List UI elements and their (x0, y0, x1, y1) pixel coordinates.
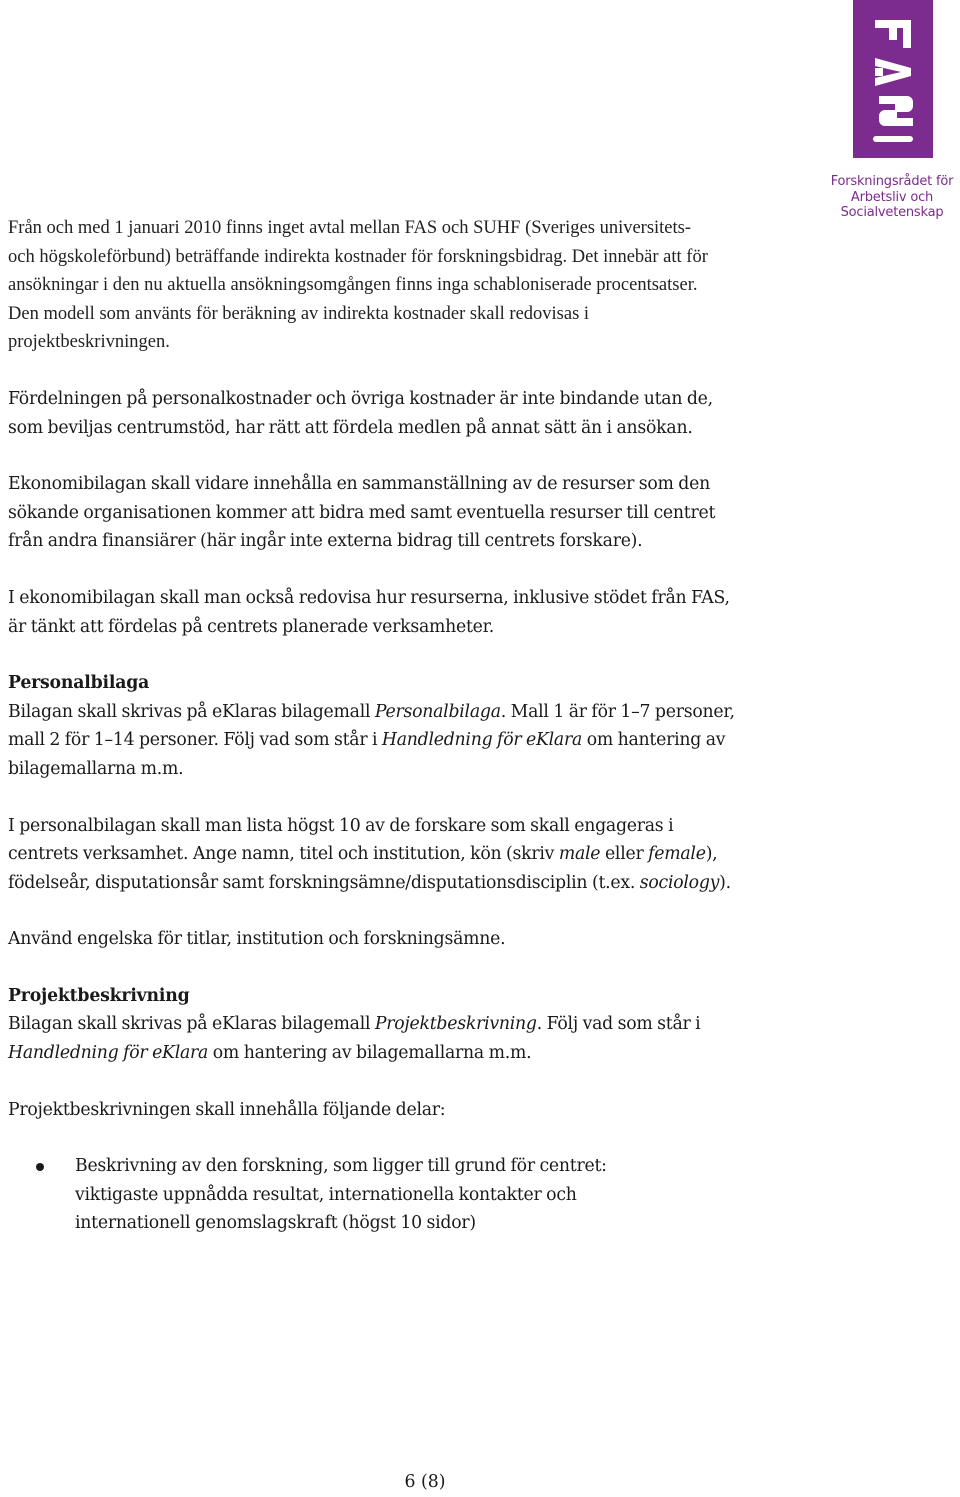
text-segment: Bilagan skall skrivas på eKlaras bilagemall (8, 701, 375, 722)
text-segment: om hantering av bilagemallarna m.m. (208, 1043, 532, 1064)
paragraph-cost-distribution: Fördelningen på personalkostnader och övriga kostnader är inte bindande utan de, som beviljas centrumstöd, har rätt att fördela medlen på annat sätt än i ansökan. (8, 388, 713, 438)
text-segment: I personalbilagan skall man lista högst 10 av de forskare som skall engageras i centrets verksamhet. Ange namn, titel och institution, kön (skriv (8, 815, 674, 865)
paragraph-personalbilaga-template (8, 698, 748, 784)
term-sociology: sociology (639, 872, 720, 893)
parts-list (8, 1152, 748, 1238)
term-female: female (648, 844, 706, 865)
list-item-text: Beskrivning av den forskning, som ligger till grund för centret: viktigaste uppnådda resultat, internationella kontakter och internationell genomslagskraft (högst 10 sidor) (75, 1156, 607, 1234)
bullet-icon (36, 1163, 44, 1171)
paragraph-resource-allocation: I ekonomibilagan skall man också redovisa hur resurserna, inklusive stödet från FAS, är tänkt att fördelas på centrets planerade verksamheter. (8, 587, 730, 637)
document-body (8, 214, 748, 1238)
text-segment: ). (719, 872, 731, 893)
paragraph-indirect-costs: Från och med 1 januari 2010 finns inget avtal mellan FAS och SUHF (Sveriges universitets- och högskoleförbund) beträffande indirekta kostnader för forskningsbidrag. Det innebär att för ansökningar i den nu aktuella ansökningsomgången finns inga schabloniserade procentsatser. Den modell som använts för beräkning av indirekta kostnader skall redovisas i projektbeskrivningen. (8, 218, 708, 353)
template-name: Projektbeskrivning (374, 1014, 537, 1035)
logo-line-1: Forskningsrådet för (830, 174, 954, 189)
paragraph-english: Använd engelska för titlar, institution och forskningsämne. (8, 929, 506, 950)
text-segment: eller (600, 844, 649, 865)
list-item (8, 1152, 675, 1238)
text-segment: . Mall 1 är för 1–7 personer, mall 2 för 1–14 personer. Följ vad som står i (8, 701, 735, 751)
fas-organisation-name (824, 174, 960, 221)
fas-letters-graphic (853, 0, 933, 158)
page-number: 6 (8) (404, 1472, 446, 1492)
logo-line-2: Arbetsliv och (850, 189, 934, 205)
text-segment: . Följ vad som står i (536, 1014, 701, 1035)
heading-projektbeskrivning: Projektbeskrivning (8, 985, 190, 1006)
fas-logo (824, 0, 960, 230)
fas-logo-mark (853, 0, 933, 158)
guide-name: Handledning för eKlara (8, 1043, 209, 1064)
text-segment: ), födelseår, disputationsår samt forskningsämne/disputationsdisciplin (t.ex. (8, 844, 718, 893)
logo-line-3: Socialvetenskap (840, 205, 944, 220)
paragraph-personalbilaga-list (8, 812, 748, 898)
template-name: Personalbilaga (374, 701, 501, 722)
text-segment: om hantering av bilagemallarna m.m. (8, 730, 726, 779)
heading-personalbilaga: Personalbilaga (8, 673, 150, 694)
paragraph-projektbeskrivning-parts: Projektbeskrivningen skall innehålla följande delar: (8, 1099, 446, 1120)
guide-name: Handledning för eKlara (381, 730, 583, 751)
paragraph-resources: Ekonomibilagan skall vidare innehålla en sammanställning av de resurser som den sökande organisationen kommer att bidra med samt eventuella resurser till centret från andra finansiärer (här ingår inte externa bidrag till centrets forskare). (8, 474, 716, 552)
term-male: male (558, 844, 601, 865)
paragraph-projektbeskrivning-template (8, 1010, 748, 1067)
text-segment: Bilagan skall skrivas på eKlaras bilagemall (8, 1014, 375, 1035)
